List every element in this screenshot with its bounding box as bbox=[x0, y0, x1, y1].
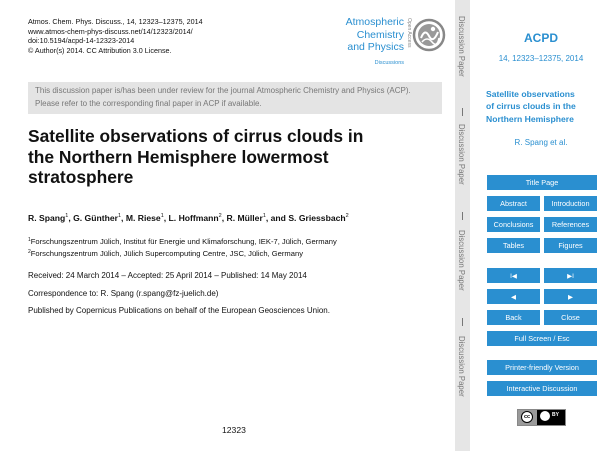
strip-divider bbox=[462, 108, 463, 116]
fullscreen-button[interactable]: Full Screen / Esc bbox=[487, 331, 597, 346]
author-affil-sup: 2 bbox=[345, 213, 349, 219]
strip-divider bbox=[462, 212, 463, 220]
license-line: © Author(s) 2014. CC Attribution 3.0 License. bbox=[28, 45, 172, 55]
author-affil-sup: 2 bbox=[218, 213, 222, 219]
author-affil-sup: 1 bbox=[117, 213, 122, 219]
affiliation-text: Forschungszentrum Jülich, Institut für Energie und Klimaforschung, IEK-7, Jülich, Germany bbox=[30, 237, 337, 246]
title-line: Satellite observations of cirrus clouds in bbox=[28, 126, 364, 146]
references-button[interactable]: References bbox=[544, 217, 597, 232]
cc-by-label: BY bbox=[552, 412, 559, 418]
close-button[interactable]: Close bbox=[544, 310, 597, 325]
author-sep: , bbox=[221, 213, 227, 223]
strip-label: Discussion Paper bbox=[457, 336, 466, 397]
sidebar-title-line: of cirrus clouds in the bbox=[486, 101, 576, 112]
citation-line: Atmos. Chem. Phys. Discuss., 14, 12323–12375, 2014 bbox=[28, 17, 203, 26]
journal-logo bbox=[334, 14, 450, 70]
sidebar-title bbox=[486, 88, 602, 125]
figures-button[interactable]: Figures bbox=[544, 238, 597, 253]
sidebar-authors: R. Spang et al. bbox=[514, 138, 568, 147]
last-page-icon: ▶I bbox=[567, 273, 574, 280]
strip-label: Discussion Paper bbox=[457, 230, 466, 291]
sidebar-volume: 14, 12323–12375, 2014 bbox=[498, 54, 584, 63]
author-name: R. Müller bbox=[226, 213, 263, 223]
author-sep: , and bbox=[265, 213, 289, 223]
cc-license-badge[interactable] bbox=[517, 409, 566, 426]
author-sep: , bbox=[121, 213, 126, 223]
correspondence-line: Correspondence to: R. Spang (r.spang@fz-juelich.de) bbox=[28, 289, 219, 298]
logo-line-3: and Physics bbox=[347, 41, 404, 53]
strip-divider bbox=[462, 318, 463, 326]
page-number: 12323 bbox=[222, 425, 246, 435]
title-line: stratosphere bbox=[28, 167, 134, 188]
affiliation-1 bbox=[28, 237, 337, 246]
next-page-button[interactable] bbox=[544, 289, 597, 304]
author-name: R. Spang bbox=[28, 213, 66, 223]
strip-label: Discussion Paper bbox=[457, 124, 466, 185]
logo-line-2: Chemistry bbox=[356, 28, 404, 41]
logo-subtitle: Discussions bbox=[374, 60, 404, 66]
affiliation-sup: 2 bbox=[28, 249, 31, 255]
author-name: L. Hoffmann bbox=[168, 213, 219, 223]
previous-page-button[interactable] bbox=[487, 289, 540, 304]
acp-emblem-icon bbox=[412, 18, 446, 52]
title-line: the Northern Hemisphere lowermost bbox=[28, 146, 329, 167]
author-affil-sup: 1 bbox=[65, 213, 69, 219]
author-name: G. Günther bbox=[73, 213, 118, 223]
attribution-person-icon bbox=[540, 411, 550, 421]
publisher-line: Published by Copernicus Publications on behalf of the European Geosciences Union. bbox=[28, 306, 330, 315]
cc-badge-left bbox=[518, 410, 537, 425]
sidebar-title-line: Northern Hemisphere bbox=[486, 113, 574, 124]
author-affil-sup: 1 bbox=[160, 213, 164, 219]
previous-icon: ◀ bbox=[511, 294, 516, 301]
introduction-button[interactable]: Introduction bbox=[544, 196, 597, 211]
first-page-icon: I◀ bbox=[510, 273, 517, 280]
last-page-button[interactable] bbox=[544, 268, 597, 283]
paper-title bbox=[28, 126, 448, 188]
navigation-sidebar bbox=[470, 0, 612, 451]
cc-logo-icon: cc bbox=[521, 411, 533, 423]
doi: doi:10.5194/acpd-14-12323-2014 bbox=[28, 36, 135, 46]
author-sep: , bbox=[163, 213, 169, 223]
affiliation-2 bbox=[28, 249, 303, 258]
interactive-discussion-button[interactable]: Interactive Discussion bbox=[487, 381, 597, 396]
back-button[interactable]: Back bbox=[487, 310, 540, 325]
author-list bbox=[28, 213, 349, 223]
strip-label: Discussion Paper bbox=[457, 16, 466, 77]
title-page-button[interactable]: Title Page bbox=[487, 175, 597, 190]
next-icon: ▶ bbox=[568, 294, 573, 301]
open-access-label: Open Access bbox=[406, 18, 412, 48]
author-affil-sup: 1 bbox=[262, 213, 266, 219]
tables-button[interactable]: Tables bbox=[487, 238, 540, 253]
author-sep: , bbox=[68, 213, 74, 223]
abstract-button[interactable]: Abstract bbox=[487, 196, 540, 211]
sidebar-journal: ACPD bbox=[523, 31, 558, 45]
printer-friendly-button[interactable]: Printer-friendly Version bbox=[487, 360, 597, 375]
affiliation-text: Forschungszentrum Jülich, Jülich Supercomputing Centre, JSC, Jülich, Germany bbox=[30, 249, 304, 258]
discussion-paper-strip bbox=[455, 0, 470, 451]
affiliation-sup: 1 bbox=[28, 237, 31, 243]
review-notice: This discussion paper is/has been under review for the journal Atmospheric Chemistry and Physics (ACP). Please refer to the corresponding final paper in ACP if available. bbox=[28, 82, 442, 114]
article-url[interactable]: www.atmos-chem-phys-discuss.net/14/12323/2014/ bbox=[28, 26, 193, 36]
logo-line-1: Atmospheric bbox=[345, 16, 404, 28]
citation-header bbox=[28, 17, 203, 55]
author-name: M. Riese bbox=[125, 213, 161, 223]
first-page-button[interactable] bbox=[487, 268, 540, 283]
dates-line: Received: 24 March 2014 – Accepted: 25 April 2014 – Published: 14 May 2014 bbox=[28, 271, 307, 280]
author-name: S. Griessbach bbox=[288, 213, 346, 223]
conclusions-button[interactable]: Conclusions bbox=[487, 217, 540, 232]
sidebar-title-line: Satellite observations bbox=[486, 89, 575, 99]
